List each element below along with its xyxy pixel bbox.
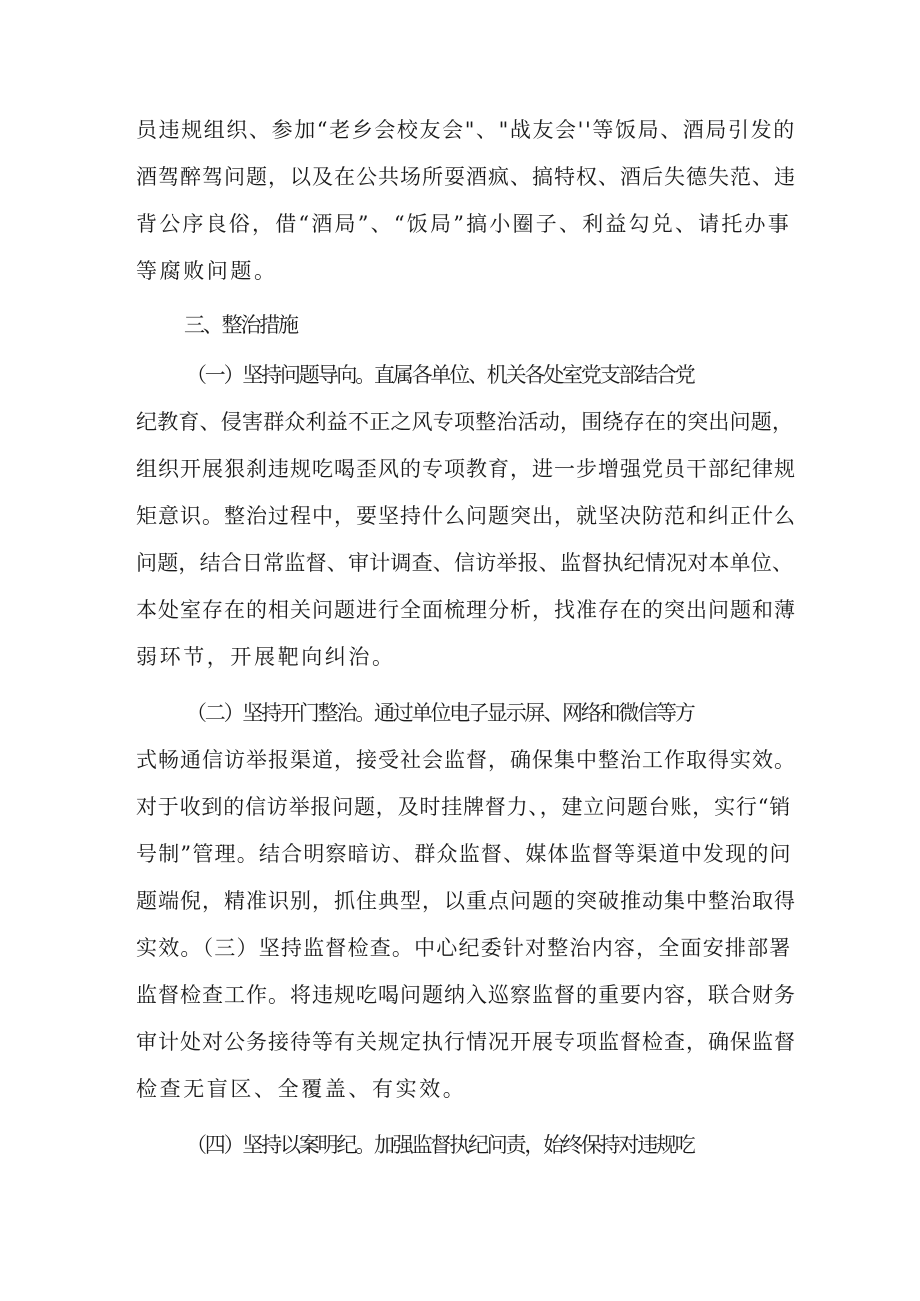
text-line: 式畅通信访举报渠道，接受社会监督，确保集中整治工作取得实效。	[136, 748, 796, 772]
text-line: 检查无盲区、全覆盖、有实效。	[136, 1077, 467, 1101]
text-line: 监督检查工作。将违规吃喝问题纳入巡察监督的重要内容，联合财务	[136, 983, 796, 1007]
text-line: 矩意识。整治过程中，要坚持什么问题突出，就坚决防范和纠正什么	[136, 504, 796, 528]
text-line: 纪教育、侵害群众利益不正之风专项整治活动，围绕存在的突出问题，	[136, 410, 794, 434]
text-line: 背公序良俗，借“酒局”、“饭局”搞小圈子、利益勾兑、请托办事	[136, 212, 791, 236]
text-line: 等腐败问题。	[136, 259, 278, 283]
text-line: 号制”管理。结合明察暗访、群众监督、媒体监督等渠道中发现的问	[136, 842, 792, 866]
text-line: 员违规组织、参加“老乡会校友会"、"战友会''等饭局、酒局引发的	[136, 118, 796, 142]
text-line: 审计处对公务接待等有关规定执行情况开展专项监督检查，确保监督	[136, 1030, 796, 1054]
text-line: 组织开展狠刹违规吃喝歪风的专项教育，进一步增强党员干部纪律规	[136, 457, 796, 481]
text-line: 实效。（三）坚持监督检查。中心纪委针对整治内容，全面安排部署	[136, 936, 792, 960]
text-line: 题端倪，精准识别，抓住典型，以重点问题的突破推动集中整治取得	[136, 889, 796, 913]
paragraph-first-line: （二）坚持开门整治。通过单位电子显示屏、网络和微信等方	[186, 701, 694, 725]
section-heading: 三、整治措施	[184, 313, 297, 337]
text-line: 酒驾醉驾问题，以及在公共场所耍酒疯、搞特权、酒后失德失范、违	[136, 165, 796, 189]
text-line: 本处室存在的相关问题进行全面梳理分析，找准存在的突出问题和薄	[136, 598, 796, 622]
paragraph-first-line: （四）坚持以案明纪。加强监督执纪问责，始终保持对违规吃	[186, 1133, 694, 1157]
text-line: 问题，结合日常监督、审计调查、信访举报、监督执纪情况对本单位、	[136, 551, 794, 575]
paragraph-first-line: （一）坚持问题导向。直属各单位、机关各处室党支部结合党	[186, 363, 694, 387]
text-line: 弱环节，开展靶向纠治。	[136, 645, 396, 669]
text-line: 对于收到的信访举报问题，及时挂牌督力、，建立问题台账，实行“销	[136, 795, 792, 819]
